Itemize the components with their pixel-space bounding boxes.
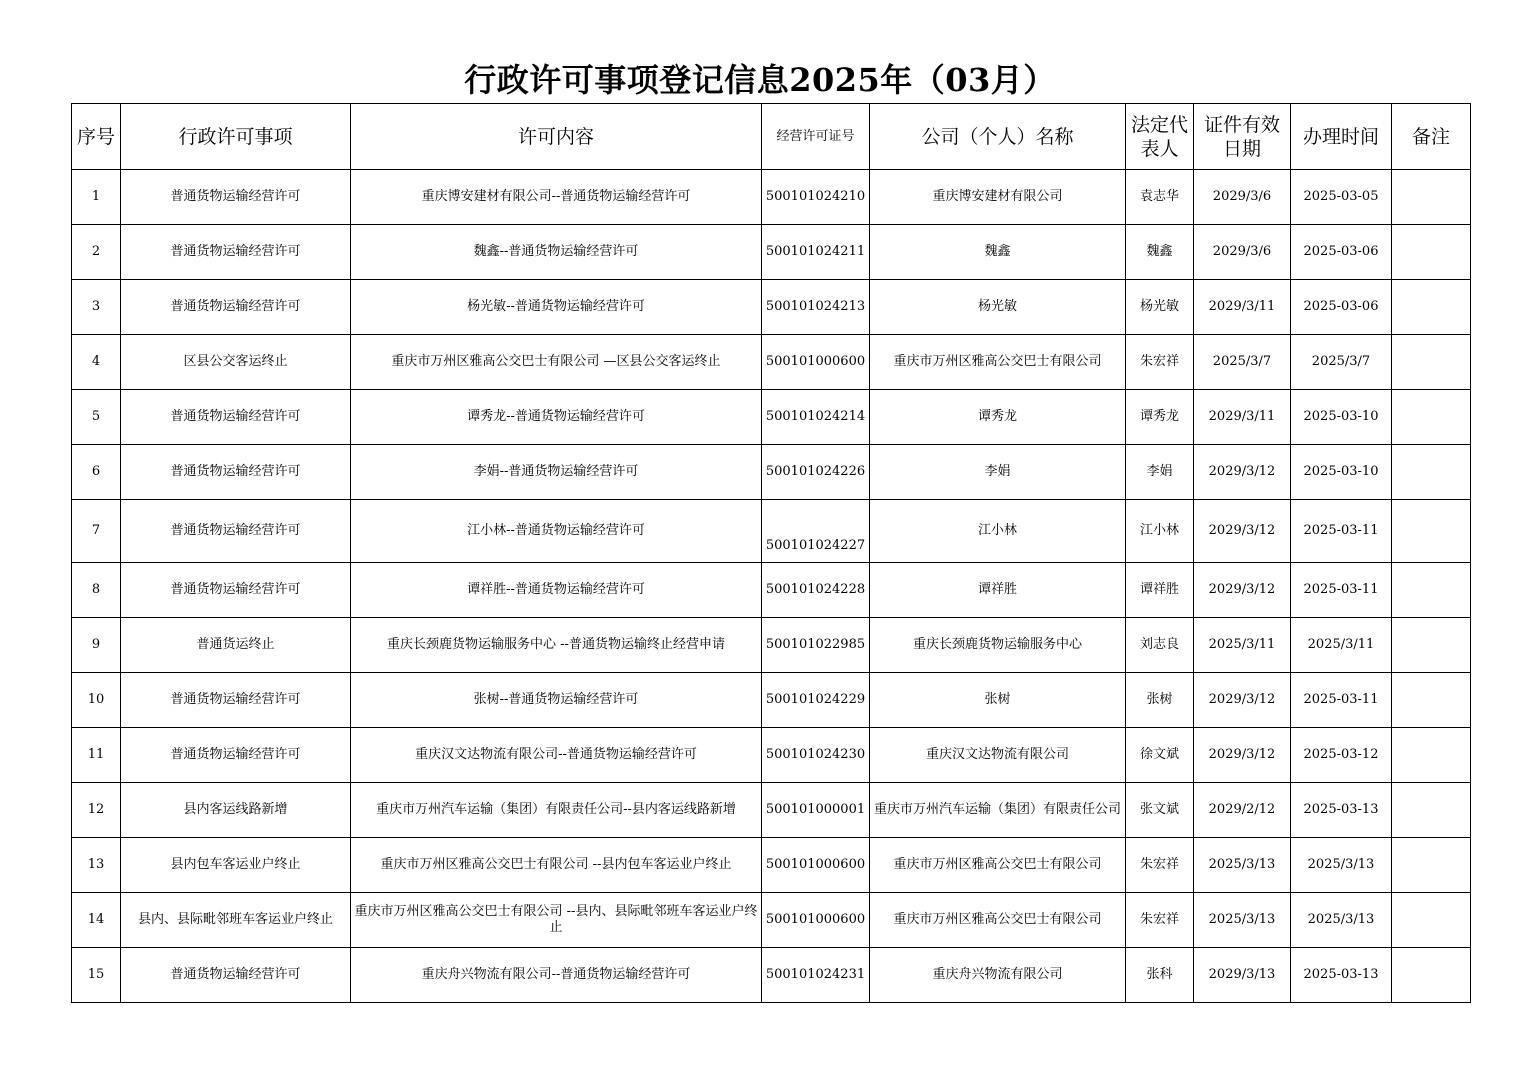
cell-legal-rep: 江小林 bbox=[1126, 500, 1194, 563]
cell-content: 重庆舟兴物流有限公司--普通货物运输经营许可 bbox=[351, 948, 762, 1003]
cell-valid-date: 2025/3/13 bbox=[1194, 838, 1291, 893]
cell-seq: 4 bbox=[72, 335, 121, 390]
cell-legal-rep: 魏鑫 bbox=[1126, 225, 1194, 280]
cell-seq: 11 bbox=[72, 728, 121, 783]
cell-item: 县内、县际毗邻班车客运业户终止 bbox=[121, 893, 351, 948]
cell-legal-rep: 张科 bbox=[1126, 948, 1194, 1003]
header-handle-time: 办理时间 bbox=[1291, 104, 1392, 170]
cell-valid-date: 2029/3/12 bbox=[1194, 728, 1291, 783]
cell-legal-rep: 朱宏祥 bbox=[1126, 838, 1194, 893]
header-license-no: 经营许可证号 bbox=[762, 104, 870, 170]
cell-company: 重庆市万州区雅高公交巴士有限公司 bbox=[870, 838, 1126, 893]
cell-license-no: 500101024211 bbox=[762, 225, 870, 280]
cell-legal-rep: 杨光敏 bbox=[1126, 280, 1194, 335]
cell-valid-date: 2025/3/13 bbox=[1194, 893, 1291, 948]
cell-content: 重庆市万州区雅高公交巴士有限公司 --县内、县际毗邻班车客运业户终止 bbox=[351, 893, 762, 948]
cell-remark bbox=[1392, 728, 1471, 783]
cell-handle-time: 2025/3/13 bbox=[1291, 893, 1392, 948]
table-row bbox=[72, 500, 1471, 563]
cell-license-no: 500101024226 bbox=[762, 445, 870, 500]
cell-remark bbox=[1392, 280, 1471, 335]
cell-item: 普通货物运输经营许可 bbox=[121, 170, 351, 225]
cell-license-no: 500101024230 bbox=[762, 728, 870, 783]
cell-company: 重庆市万州汽车运输（集团）有限责任公司 bbox=[870, 783, 1126, 838]
cell-item: 普通货物运输经营许可 bbox=[121, 225, 351, 280]
table-row bbox=[72, 838, 1471, 893]
cell-valid-date: 2029/3/6 bbox=[1194, 170, 1291, 225]
cell-handle-time: 2025-03-11 bbox=[1291, 563, 1392, 618]
cell-remark bbox=[1392, 673, 1471, 728]
cell-remark bbox=[1392, 500, 1471, 563]
cell-license-no: 500101024210 bbox=[762, 170, 870, 225]
cell-license-no: 500101024228 bbox=[762, 563, 870, 618]
header-company: 公司（个人）名称 bbox=[870, 104, 1126, 170]
cell-company: 谭秀龙 bbox=[870, 390, 1126, 445]
cell-seq: 14 bbox=[72, 893, 121, 948]
header-row bbox=[72, 104, 1471, 170]
cell-remark bbox=[1392, 563, 1471, 618]
cell-company: 重庆舟兴物流有限公司 bbox=[870, 948, 1126, 1003]
cell-company: 重庆市万州区雅高公交巴士有限公司 bbox=[870, 893, 1126, 948]
cell-legal-rep: 袁志华 bbox=[1126, 170, 1194, 225]
header-item: 行政许可事项 bbox=[121, 104, 351, 170]
cell-item: 普通货物运输经营许可 bbox=[121, 390, 351, 445]
table-row bbox=[72, 893, 1471, 948]
cell-handle-time: 2025-03-06 bbox=[1291, 280, 1392, 335]
cell-content: 重庆长颈鹿货物运输服务中心 --普通货物运输终止经营申请 bbox=[351, 618, 762, 673]
cell-handle-time: 2025/3/13 bbox=[1291, 838, 1392, 893]
table-row bbox=[72, 618, 1471, 673]
cell-content: 重庆市万州区雅高公交巴士有限公司 --县内包车客运业户终止 bbox=[351, 838, 762, 893]
cell-seq: 13 bbox=[72, 838, 121, 893]
header-content: 许可内容 bbox=[351, 104, 762, 170]
cell-item: 普通货物运输经营许可 bbox=[121, 948, 351, 1003]
cell-item: 县内包车客运业户终止 bbox=[121, 838, 351, 893]
table-row bbox=[72, 225, 1471, 280]
cell-handle-time: 2025-03-12 bbox=[1291, 728, 1392, 783]
cell-valid-date: 2029/3/13 bbox=[1194, 948, 1291, 1003]
cell-company: 重庆市万州区雅高公交巴士有限公司 bbox=[870, 335, 1126, 390]
cell-remark bbox=[1392, 225, 1471, 280]
table-row bbox=[72, 335, 1471, 390]
cell-item: 县内客运线路新增 bbox=[121, 783, 351, 838]
cell-valid-date: 2029/2/12 bbox=[1194, 783, 1291, 838]
cell-valid-date: 2029/3/12 bbox=[1194, 500, 1291, 563]
cell-company: 重庆长颈鹿货物运输服务中心 bbox=[870, 618, 1126, 673]
header-valid-date: 证件有效日期 bbox=[1194, 104, 1291, 170]
cell-item: 普通货运终止 bbox=[121, 618, 351, 673]
cell-item: 普通货物运输经营许可 bbox=[121, 563, 351, 618]
cell-item: 普通货物运输经营许可 bbox=[121, 500, 351, 563]
table-row bbox=[72, 728, 1471, 783]
cell-license-no: 500101000001 bbox=[762, 783, 870, 838]
cell-content: 魏鑫--普通货物运输经营许可 bbox=[351, 225, 762, 280]
cell-remark bbox=[1392, 838, 1471, 893]
cell-seq: 1 bbox=[72, 170, 121, 225]
cell-legal-rep: 谭秀龙 bbox=[1126, 390, 1194, 445]
cell-handle-time: 2025-03-11 bbox=[1291, 500, 1392, 563]
cell-seq: 2 bbox=[72, 225, 121, 280]
cell-legal-rep: 徐文斌 bbox=[1126, 728, 1194, 783]
cell-license-no: 500101022985 bbox=[762, 618, 870, 673]
license-register-table bbox=[71, 103, 1471, 1003]
cell-content: 张树--普通货物运输经营许可 bbox=[351, 673, 762, 728]
table-row bbox=[72, 948, 1471, 1003]
table-row bbox=[72, 280, 1471, 335]
cell-handle-time: 2025-03-10 bbox=[1291, 445, 1392, 500]
cell-valid-date: 2025/3/11 bbox=[1194, 618, 1291, 673]
cell-seq: 6 bbox=[72, 445, 121, 500]
cell-remark bbox=[1392, 170, 1471, 225]
cell-valid-date: 2025/3/7 bbox=[1194, 335, 1291, 390]
cell-handle-time: 2025/3/7 bbox=[1291, 335, 1392, 390]
header-remark: 备注 bbox=[1392, 104, 1471, 170]
table-row bbox=[72, 783, 1471, 838]
cell-remark bbox=[1392, 783, 1471, 838]
cell-seq: 3 bbox=[72, 280, 121, 335]
cell-item: 区县公交客运终止 bbox=[121, 335, 351, 390]
header-seq: 序号 bbox=[72, 104, 121, 170]
cell-valid-date: 2029/3/12 bbox=[1194, 563, 1291, 618]
cell-content: 重庆汉文达物流有限公司--普通货物运输经营许可 bbox=[351, 728, 762, 783]
cell-valid-date: 2029/3/11 bbox=[1194, 280, 1291, 335]
cell-seq: 12 bbox=[72, 783, 121, 838]
cell-legal-rep: 刘志良 bbox=[1126, 618, 1194, 673]
table-row bbox=[72, 563, 1471, 618]
cell-company: 重庆博安建材有限公司 bbox=[870, 170, 1126, 225]
cell-company: 张树 bbox=[870, 673, 1126, 728]
cell-content: 重庆市万州汽车运输（集团）有限责任公司--县内客运线路新增 bbox=[351, 783, 762, 838]
cell-item: 普通货物运输经营许可 bbox=[121, 728, 351, 783]
cell-handle-time: 2025-03-06 bbox=[1291, 225, 1392, 280]
cell-seq: 7 bbox=[72, 500, 121, 563]
table-row bbox=[72, 390, 1471, 445]
cell-license-no: 500101000600 bbox=[762, 893, 870, 948]
cell-license-no: 500101024227 bbox=[762, 500, 870, 563]
cell-handle-time: 2025-03-05 bbox=[1291, 170, 1392, 225]
page-title: 行政许可事项登记信息2025年（03月） bbox=[464, 61, 1056, 99]
cell-handle-time: 2025/3/11 bbox=[1291, 618, 1392, 673]
cell-remark bbox=[1392, 445, 1471, 500]
cell-valid-date: 2029/3/11 bbox=[1194, 390, 1291, 445]
cell-company: 杨光敏 bbox=[870, 280, 1126, 335]
cell-content: 江小林--普通货物运输经营许可 bbox=[351, 500, 762, 563]
cell-seq: 15 bbox=[72, 948, 121, 1003]
cell-license-no: 500101024214 bbox=[762, 390, 870, 445]
cell-content: 重庆市万州区雅高公交巴士有限公司 —区县公交客运终止 bbox=[351, 335, 762, 390]
cell-remark bbox=[1392, 948, 1471, 1003]
cell-remark bbox=[1392, 335, 1471, 390]
cell-company: 谭祥胜 bbox=[870, 563, 1126, 618]
cell-legal-rep: 朱宏祥 bbox=[1126, 335, 1194, 390]
cell-legal-rep: 张树 bbox=[1126, 673, 1194, 728]
cell-seq: 9 bbox=[72, 618, 121, 673]
cell-seq: 5 bbox=[72, 390, 121, 445]
cell-handle-time: 2025-03-10 bbox=[1291, 390, 1392, 445]
table-row bbox=[72, 673, 1471, 728]
cell-legal-rep: 李娟 bbox=[1126, 445, 1194, 500]
cell-seq: 10 bbox=[72, 673, 121, 728]
cell-company: 江小林 bbox=[870, 500, 1126, 563]
cell-handle-time: 2025-03-13 bbox=[1291, 948, 1392, 1003]
cell-license-no: 500101000600 bbox=[762, 838, 870, 893]
cell-handle-time: 2025-03-11 bbox=[1291, 673, 1392, 728]
cell-legal-rep: 谭祥胜 bbox=[1126, 563, 1194, 618]
cell-content: 谭祥胜--普通货物运输经营许可 bbox=[351, 563, 762, 618]
cell-valid-date: 2029/3/6 bbox=[1194, 225, 1291, 280]
cell-content: 杨光敏--普通货物运输经营许可 bbox=[351, 280, 762, 335]
cell-item: 普通货物运输经营许可 bbox=[121, 445, 351, 500]
table-body bbox=[72, 170, 1471, 1003]
cell-license-no: 500101024231 bbox=[762, 948, 870, 1003]
cell-content: 谭秀龙--普通货物运输经营许可 bbox=[351, 390, 762, 445]
cell-company: 重庆汉文达物流有限公司 bbox=[870, 728, 1126, 783]
cell-remark bbox=[1392, 893, 1471, 948]
cell-license-no: 500101024213 bbox=[762, 280, 870, 335]
cell-valid-date: 2029/3/12 bbox=[1194, 673, 1291, 728]
cell-remark bbox=[1392, 390, 1471, 445]
cell-legal-rep: 张文斌 bbox=[1126, 783, 1194, 838]
cell-valid-date: 2029/3/12 bbox=[1194, 445, 1291, 500]
cell-handle-time: 2025-03-13 bbox=[1291, 783, 1392, 838]
cell-license-no: 500101024229 bbox=[762, 673, 870, 728]
cell-item: 普通货物运输经营许可 bbox=[121, 673, 351, 728]
cell-company: 魏鑫 bbox=[870, 225, 1126, 280]
cell-content: 重庆博安建材有限公司--普通货物运输经营许可 bbox=[351, 170, 762, 225]
table-row bbox=[72, 170, 1471, 225]
cell-license-no: 500101000600 bbox=[762, 335, 870, 390]
cell-remark bbox=[1392, 618, 1471, 673]
cell-seq: 8 bbox=[72, 563, 121, 618]
cell-legal-rep: 朱宏祥 bbox=[1126, 893, 1194, 948]
table-row bbox=[72, 445, 1471, 500]
header-legal-rep: 法定代表人 bbox=[1126, 104, 1194, 170]
cell-company: 李娟 bbox=[870, 445, 1126, 500]
cell-content: 李娟--普通货物运输经营许可 bbox=[351, 445, 762, 500]
cell-item: 普通货物运输经营许可 bbox=[121, 280, 351, 335]
